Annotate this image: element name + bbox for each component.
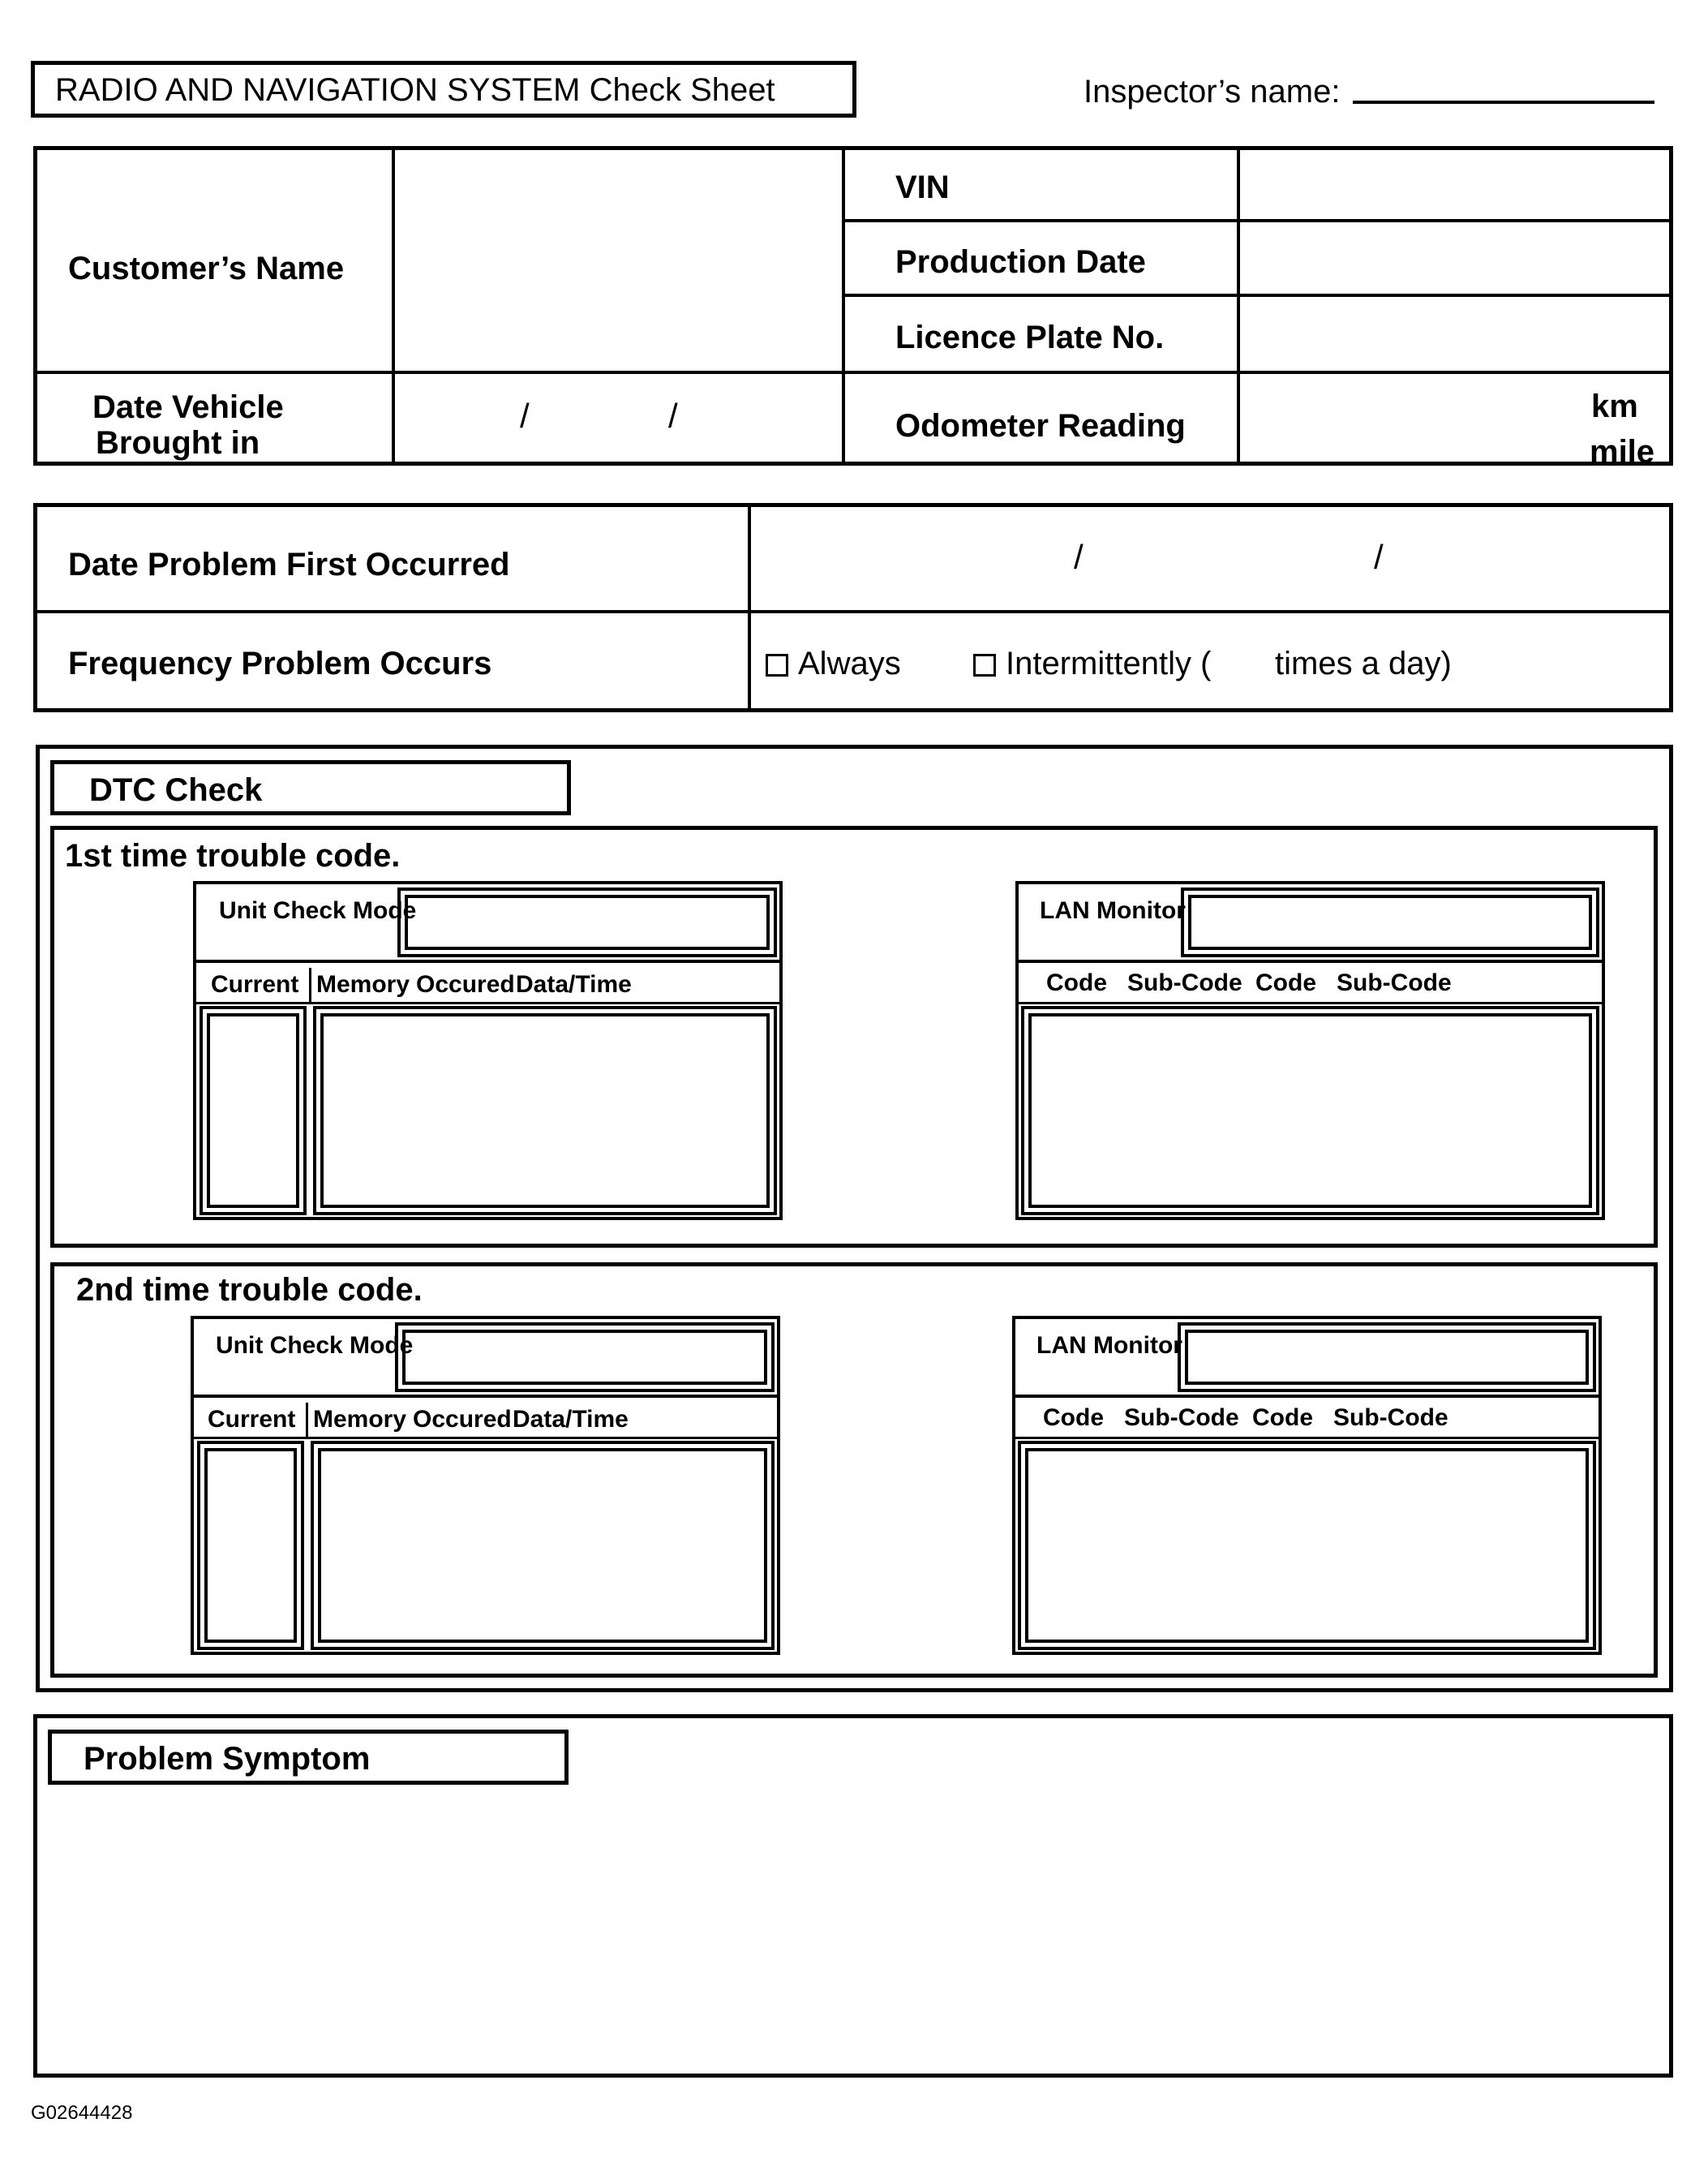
date-brought-in-line1: Date Vehicle bbox=[92, 389, 284, 425]
first-trouble-code-title: 1st time trouble code. bbox=[65, 838, 401, 874]
divider bbox=[191, 1437, 780, 1439]
divider bbox=[1015, 1002, 1605, 1004]
col-subcode: Sub-Code bbox=[1127, 969, 1242, 996]
production-date-field[interactable] bbox=[1242, 224, 1669, 292]
unit-km: km bbox=[1591, 389, 1638, 424]
unit-check-mode-label: Unit Check Mode bbox=[219, 897, 417, 924]
figure-id: G02644428 bbox=[31, 2102, 133, 2124]
divider bbox=[1012, 1395, 1602, 1398]
vin-field[interactable] bbox=[1242, 151, 1669, 217]
intermittently-label: Intermittently ( bbox=[1006, 646, 1212, 681]
first-occurred-field[interactable] bbox=[754, 508, 1669, 608]
col-subcode: Sub-Code bbox=[1337, 969, 1452, 996]
divider bbox=[842, 146, 845, 466]
times-a-day-label: times a day) bbox=[1275, 646, 1452, 681]
divider bbox=[193, 1002, 783, 1004]
unit-check-mode-label: Unit Check Mode bbox=[216, 1332, 414, 1359]
col-current: Current bbox=[211, 971, 299, 998]
col-subcode: Sub-Code bbox=[1333, 1404, 1448, 1431]
memory-code-field[interactable] bbox=[311, 1441, 775, 1650]
date-brought-in-label bbox=[92, 389, 284, 461]
lan-monitor-label: LAN Monitor bbox=[1036, 1332, 1182, 1359]
unit-check-mode-field[interactable] bbox=[397, 888, 777, 957]
divider bbox=[1015, 960, 1605, 963]
memory-code-field[interactable] bbox=[313, 1006, 777, 1215]
production-date-label: Production Date bbox=[895, 244, 1146, 280]
date-brought-in-line2: Brought in bbox=[96, 425, 260, 461]
divider bbox=[1012, 1437, 1602, 1439]
date-separator: / bbox=[1374, 538, 1384, 576]
divider bbox=[842, 219, 1673, 222]
inspector-name-line[interactable] bbox=[1353, 101, 1654, 104]
current-code-field[interactable] bbox=[197, 1441, 304, 1650]
col-datatime: Data/Time bbox=[516, 971, 632, 998]
lan-monitor-field[interactable] bbox=[1178, 1322, 1596, 1392]
col-subcode: Sub-Code bbox=[1124, 1404, 1239, 1431]
current-code-field[interactable] bbox=[200, 1006, 307, 1215]
intermittently-option[interactable] bbox=[973, 647, 1211, 680]
licence-plate-field[interactable] bbox=[1242, 299, 1669, 368]
date-separator: / bbox=[668, 397, 678, 435]
unit-check-mode-field[interactable] bbox=[395, 1322, 775, 1392]
divider bbox=[309, 968, 311, 1002]
unit-mile: mile bbox=[1590, 434, 1655, 470]
col-code: Code bbox=[1255, 969, 1316, 996]
date-separator: / bbox=[1074, 538, 1084, 576]
frequency-label: Frequency Problem Occurs bbox=[68, 646, 492, 681]
divider bbox=[842, 294, 1673, 297]
customer-name-label: Customer’s Name bbox=[68, 251, 345, 286]
divider bbox=[33, 610, 1673, 613]
problem-symptom-field[interactable] bbox=[49, 1793, 1658, 2069]
col-code: Code bbox=[1252, 1404, 1313, 1431]
col-memory: Memory bbox=[313, 1406, 407, 1433]
inspector-label: Inspector’s name: bbox=[1084, 74, 1341, 110]
vin-label: VIN bbox=[895, 170, 950, 205]
date-brought-in-field[interactable] bbox=[397, 376, 839, 462]
intermittently-checkbox[interactable] bbox=[973, 654, 996, 677]
col-code: Code bbox=[1043, 1404, 1104, 1431]
customer-name-field[interactable] bbox=[397, 151, 839, 368]
lan-monitor-field[interactable] bbox=[1181, 888, 1599, 957]
divider bbox=[748, 503, 751, 712]
divider bbox=[392, 146, 395, 466]
always-label: Always bbox=[798, 646, 901, 681]
col-current: Current bbox=[208, 1406, 296, 1433]
divider bbox=[33, 371, 1673, 374]
divider bbox=[191, 1395, 780, 1398]
divider bbox=[306, 1403, 308, 1437]
odometer-label: Odometer Reading bbox=[895, 408, 1186, 444]
second-trouble-code-title: 2nd time trouble code. bbox=[76, 1272, 423, 1308]
col-memory: Memory bbox=[316, 971, 410, 998]
page-title: RADIO AND NAVIGATION SYSTEM Check Sheet bbox=[55, 72, 775, 108]
licence-plate-label: Licence Plate No. bbox=[895, 320, 1165, 355]
symptom-title: Problem Symptom bbox=[84, 1741, 371, 1777]
dtc-title: DTC Check bbox=[89, 772, 263, 808]
first-occurred-label: Date Problem First Occurred bbox=[68, 547, 510, 582]
date-separator: / bbox=[520, 397, 530, 435]
always-option[interactable] bbox=[766, 647, 901, 680]
always-checkbox[interactable] bbox=[766, 654, 788, 677]
col-code: Code bbox=[1046, 969, 1107, 996]
divider bbox=[193, 960, 783, 963]
col-datatime: Data/Time bbox=[513, 1406, 629, 1433]
lan-monitor-label: LAN Monitor bbox=[1040, 897, 1186, 924]
col-occured: Occured bbox=[416, 971, 515, 998]
col-occured: Occured bbox=[413, 1406, 512, 1433]
lan-code-field[interactable] bbox=[1018, 1441, 1596, 1650]
lan-code-field[interactable] bbox=[1021, 1006, 1599, 1215]
divider bbox=[1237, 146, 1240, 466]
